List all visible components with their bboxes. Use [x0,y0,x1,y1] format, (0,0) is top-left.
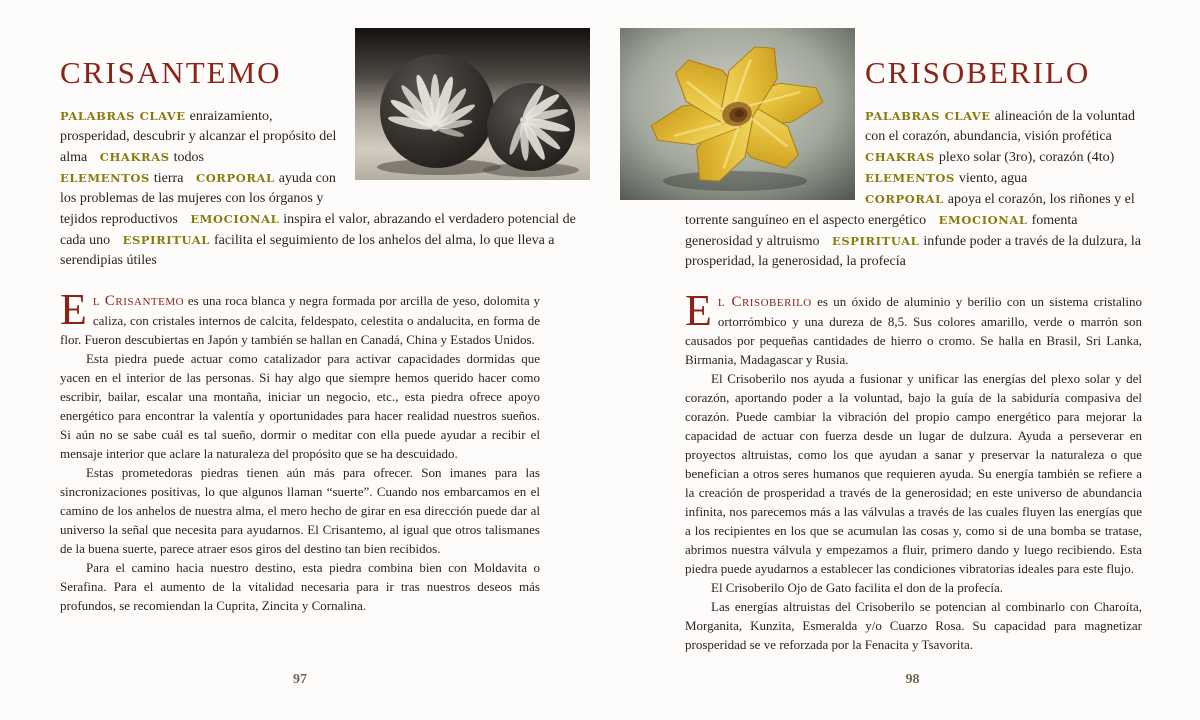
keyword-pair [60,171,183,186]
keyword-label: ELEMENTOS [865,171,955,186]
chrysoberyl-crystal-illustration [620,28,855,200]
body-paragraph: Para el camino hacia nuestro destino, esta piedra combina bien con Moldavita o Serafina. Para el aumento de la vitalidad necesaria para ir tras nuestros deseos más profundos, se recomiendan la Cuprita, Zincita y Cornalina. [60,560,540,614]
keyword-label: CORPORAL [195,171,275,186]
keyword-label: EMOCIONAL [938,213,1028,228]
keyword-pair [865,150,1114,165]
body-paragraph: El Crisoberilo nos ayuda a fusionar y unificar las energías del plexo solar y del corazón, aportando poder a la voluntad, bajo la guía de la sabiduría compasiva del corazón. Puede cambiar la vibración del propio campo energético para mejorar la capacidad de actuar con fuerza desde un lugar de dulzura. Ayuda a perseverar en proyectos altruistas, como los que ayudan a sanar y preservar la naturaleza o que benefician a otros seres humanos que requieren ayuda. Su energía también se refiere a la creación de prosperidad a través de la generosidad; en este universo de abundancia infinita, nos parecemos más a las válvulas a través de las cuales fluyen las energías que a los recipientes en los que se acumulan las cosas y, como si de una bomba se tratase, abrimos nuestra válvula y empezamos a fluir, primero dando y luego recibiendo. Esta piedra puede ayudarnos a establecer las condiciones vibratorias ideales para este flujo. [685,371,1142,577]
body-paragraph: Estas prometedoras piedras tienen aún más para ofrecer. Son imanes para las sincronizaciones positivas, lo que algunos llaman “suerte”. Cuando nos embarcamos en el camino de los anhelos de nuestra alma, el mero hecho de girar en esa dirección puede dar al universo la señal que necesita para ayudarnos. El Crisantemo, al igual que otros talismanes de la buena suerte, parece atraer esos giros del destino tan bien recibidos. [60,465,540,557]
intro-paragraph [685,286,1142,369]
keyword-value: inspira el valor, abrazando el verdadero potencial de cada uno [60,212,576,249]
keyword-pair [865,171,1027,186]
page-title: CRISOBERILO [865,55,1091,90]
body-paragraph: El Crisoberilo Ojo de Gato facilita el don de la profecía. [711,580,1004,596]
keyword-value: alineación de la voluntad con el corazón, abundancia, visión profética [865,109,1136,145]
keyword-value: fomenta generosidad y altruismo [685,213,1078,250]
keyword-value: viento, agua [958,171,1028,187]
keyword-label: ESPIRITUAL [122,233,210,248]
drop-cap: E [60,285,87,335]
chrysanthemum-stone-illustration [355,28,590,180]
intro-text: es un óxido de aluminio y berilio con un sistema cristalino ortorrómbico y una dureza de 8,5. Sus colores amarillo, verde o marrón son causados por pequeñas cantidades de hierro o cromo. Se halla en Brasil, Sri Lanka, Birmania, Madagascar y Rusia. [685,294,1142,368]
keyword-label: ELEMENTOS [60,171,150,186]
keyword-value: plexo solar (3ro), corazón (4to) [938,150,1115,166]
keyword-pair [60,233,555,268]
keyword-value: todos [173,150,204,166]
keyword-value: apoya el corazón, los riñones y el torrente sanguíneo en el aspecto energético [685,192,1135,229]
keyword-value: infunde poder a través de la dulzura, la prosperidad, la generosidad, la profecía [685,234,1141,270]
body-text [685,286,1142,654]
body-text [60,285,540,615]
keyword-value: facilita el seguimiento de los anhelos del alma, lo que lleva a serendipias útiles [60,233,555,269]
keyword-label: PALABRAS CLAVE [60,109,186,124]
keyword-pair [100,150,204,165]
keyword-value: ayuda con los problemas de las mujeres con los órganos y tejidos reproductivos [60,171,336,228]
keyword-label: PALABRAS CLAVE [865,109,991,124]
body-paragraph: Esta piedra puede actuar como catalizador para activar capacidades dormidas que yacen en el interior de las personas. Si hay algo que siempre hemos querido hacer como escribir, bailar, escalar una montaña, iniciar un negocio, etc., esta piedra ofrece apoyo energético para encontrar la valentía y oportunidades para hacer realidad nuestros sueños. Si aún no se sabe cuál es tal sueño, dormir o meditar con ella puede ayudar a recibir el mensaje interior que aclare la naturaleza del propósito que se ha descuidado. [60,351,540,462]
intro-text: es una roca blanca y negra formada por arcilla de yeso, dolomita y caliza, con cristales internos de calcita, feldespato, celestita o andalucita, en forma de flor. Fueron descubiertas en Japón y también se hallan en Canadá, China y Estados Unidos. [60,293,540,348]
keyword-label: EMOCIONAL [190,212,280,227]
drop-cap: E [685,286,712,336]
body-paragraph: Las energías altruistas del Crisoberilo se potencian al combinarlo con Charoíta, Morganita, Kunzita, Esmeralda y/o Cuarzo Rosa. Su capacidad para magnetizar prosperidad se ve reforzada por la Fenacita y Tsavorita. [685,599,1142,653]
page-number: 98 [905,672,920,687]
page-right [600,0,1200,720]
chrysanthemum-stone-photo [355,28,590,180]
lead-smallcaps: l Crisantemo [92,293,185,310]
keyword-label: ESPIRITUAL [832,234,920,249]
keyword-label: CHAKRAS [99,150,170,165]
keyword-pair [865,109,1135,144]
chrysoberyl-crystal-photo [620,28,855,200]
keyword-label: CORPORAL [865,192,944,207]
page-title: CRISANTEMO [60,55,282,90]
keyword-value: tierra [153,171,184,187]
keyword-label: CHAKRAS [865,150,935,165]
lead-smallcaps: l Crisoberilo [717,294,812,311]
intro-paragraph [60,285,540,349]
page-number: 97 [293,672,307,687]
keyword-value: enraizamiento, prosperidad, descubrir y alcanzar el propósito del alma [60,109,337,166]
